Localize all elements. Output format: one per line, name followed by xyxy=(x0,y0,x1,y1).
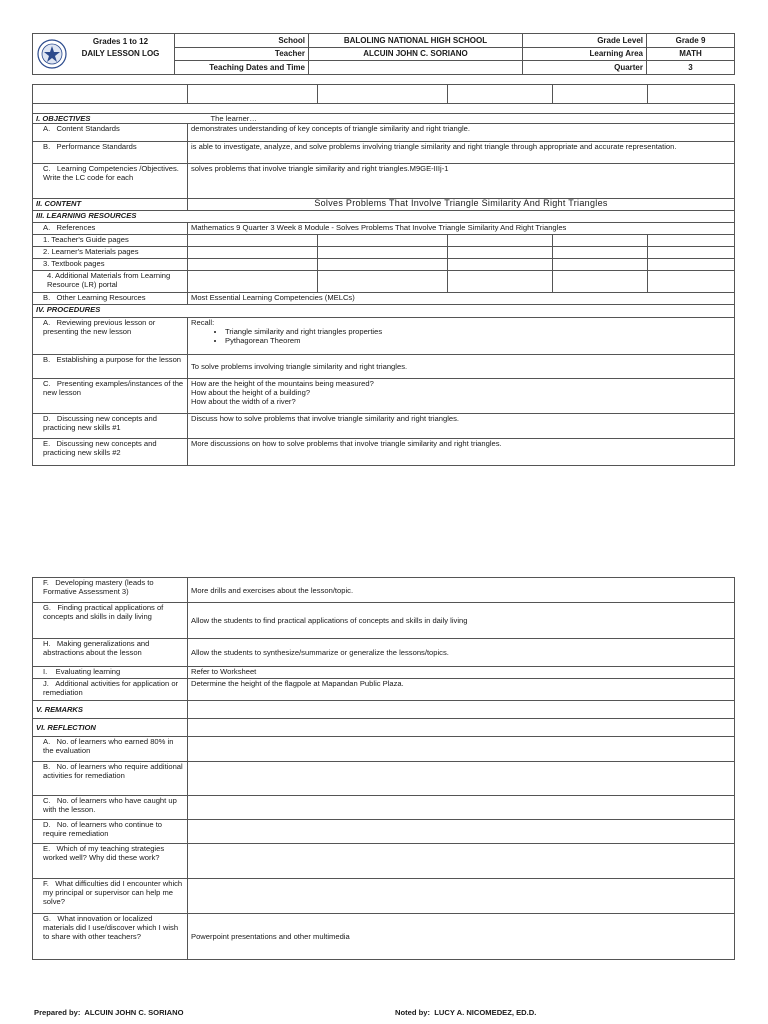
procedure-e-label: E. Discussing new concepts and practicing new skills #2 xyxy=(33,439,188,466)
reflection-e-label: E. Which of my teaching strategies worked well? Why did these work? xyxy=(33,844,188,879)
noted-by-name: LUCY A. NICOMEDEZ, ED.D. xyxy=(434,1008,537,1017)
content-heading: II. CONTENT xyxy=(33,199,188,211)
procedures-heading: IV. PROCEDURES xyxy=(33,305,735,318)
procedure-i-value: Refer to Worksheet xyxy=(188,667,735,679)
grade-level-label: Grade Level xyxy=(523,34,647,48)
prepared-by-name: ALCUIN JOHN C. SORIANO xyxy=(84,1008,184,1017)
textbook-label: 3. Textbook pages xyxy=(33,259,188,271)
objectives-intro: The learner… xyxy=(210,114,257,123)
day-columns-row xyxy=(33,85,735,104)
procedure-j-value: Determine the height of the flagpole at Mapandan Public Plaza. xyxy=(188,679,735,701)
reflection-a-label: A. No. of learners who earned 80% in the evaluation xyxy=(33,737,188,762)
teachers-guide-label: 1. Teacher's Guide pages xyxy=(33,235,188,247)
doc-title-line-2: DAILY LESSON LOG xyxy=(81,49,160,58)
quarter-value: 3 xyxy=(647,61,735,75)
resources-heading: III. LEARNING RESOURCES xyxy=(33,211,735,223)
reflection-b-label: B. No. of learners who require additional activities for remediation xyxy=(33,762,188,796)
procedure-c-line: How are the height of the mountains being measured? xyxy=(191,379,374,388)
dates-label: Teaching Dates and Time xyxy=(175,61,309,75)
content-standards-label: A. Content Standards xyxy=(33,124,188,142)
procedure-d-value: Discuss how to solve problems that involve triangle similarity and right triangles. xyxy=(188,414,735,439)
procedure-b-label: B. Establishing a purpose for the lesson xyxy=(33,355,188,379)
reflection-g-label: G. What innovation or localized materials did I use/discover which I wish to share with other teachers? xyxy=(33,914,188,960)
procedure-g-value: Allow the students to find practical applications of concepts and skills in daily living xyxy=(188,603,735,639)
competencies-value: solves problems that involve triangle similarity and right triangles.M9GE-IIIj-1 xyxy=(188,164,735,199)
other-resources-value: Most Essential Learning Competencies (MELCs) xyxy=(188,293,735,305)
procedure-j-label: J. Additional activities for application or remediation xyxy=(33,679,188,701)
blank-row xyxy=(33,104,735,114)
header-logo-cell xyxy=(33,34,175,75)
competencies-label: C. Learning Competencies /Objectives. Write the LC code for each xyxy=(33,164,188,199)
learning-area-label: Learning Area xyxy=(523,47,647,61)
procedure-a-label: A. Reviewing previous lesson or presenting the new lesson xyxy=(33,318,188,355)
prepared-by-label: Prepared by: xyxy=(34,1008,81,1017)
procedure-b-value: To solve problems involving triangle similarity and right triangles. xyxy=(188,355,735,379)
remarks-heading: V. REMARKS xyxy=(33,701,188,719)
quarter-label: Quarter xyxy=(523,61,647,75)
header-table xyxy=(32,33,735,75)
performance-standards-value: is able to investigate, analyze, and solve problems involving triangle similarity and right triangle through appropriate and accurate representation. xyxy=(188,142,735,164)
prepared-by xyxy=(34,1008,184,1017)
additional-materials-label: 4. Additional Materials from Learning Resource (LR) portal xyxy=(33,271,188,293)
procedure-f-value: More drills and exercises about the lesson/topic. xyxy=(188,578,735,603)
dates-value xyxy=(309,61,523,75)
procedure-a-intro: Recall: xyxy=(191,318,215,327)
learning-area-value: MATH xyxy=(647,47,735,61)
school-value: BALOLING NATIONAL HIGH SCHOOL xyxy=(309,34,523,48)
learners-materials-label: 2. Learner's Materials pages xyxy=(33,247,188,259)
objectives-heading: I. OBJECTIVES xyxy=(36,114,91,123)
procedure-a-value xyxy=(188,318,735,355)
reflection-c-label: C. No. of learners who have caught up with the lesson. xyxy=(33,796,188,820)
procedure-f-label: F. Developing mastery (leads to Formative Assessment 3) xyxy=(33,578,188,603)
procedure-a-bullet: • Triangle similarity and right triangles properties xyxy=(225,327,731,336)
school-label: School xyxy=(175,34,309,48)
references-label: A. References xyxy=(33,223,188,235)
procedure-a-list xyxy=(191,327,731,345)
procedure-g-label: G. Finding practical applications of concepts and skills in daily living xyxy=(33,603,188,639)
content-standards-value: demonstrates understanding of key concepts of triangle similarity and right triangle. xyxy=(188,124,735,142)
procedure-d-label: D. Discussing new concepts and practicing new skills #1 xyxy=(33,414,188,439)
procedure-h-value: Allow the students to synthesize/summarize or generalize the lessons/topics. xyxy=(188,639,735,667)
other-resources-label: B. Other Learning Resources xyxy=(33,293,188,305)
reflection-f-label: F. What difficulties did I encounter which my principal or supervisor can help me solve? xyxy=(33,879,188,914)
grade-level-value: Grade 9 xyxy=(647,34,735,48)
lesson-log-table-1 xyxy=(32,84,735,466)
procedure-c-label: C. Presenting examples/instances of the new lesson xyxy=(33,379,188,414)
procedure-c-line: How about the width of a river? xyxy=(191,397,296,406)
deped-seal-icon xyxy=(37,39,67,69)
procedure-c-value xyxy=(188,379,735,414)
references-value: Mathematics 9 Quarter 3 Week 8 Module - Solves Problems That Involve Triangle Similarity And Right Triangles xyxy=(188,223,735,235)
procedure-i-label: I. Evaluating learning xyxy=(33,667,188,679)
noted-by-label: Noted by: xyxy=(395,1008,431,1017)
reflection-heading: VI. REFLECTION xyxy=(33,719,188,737)
lesson-log-table-2 xyxy=(32,577,735,960)
doc-title-line-1: Grades 1 to 12 xyxy=(92,37,149,46)
procedure-a-bullet: • Pythagorean Theorem xyxy=(225,336,731,345)
procedure-e-value: More discussions on how to solve problems that involve triangle similarity and right triangles. xyxy=(188,439,735,466)
procedure-h-label: H. Making generalizations and abstractions about the lesson xyxy=(33,639,188,667)
noted-by xyxy=(395,1008,536,1017)
teacher-value: ALCUIN JOHN C. SORIANO xyxy=(309,47,523,61)
teacher-label: Teacher xyxy=(175,47,309,61)
reflection-d-label: D. No. of learners who continue to require remediation xyxy=(33,820,188,844)
reflection-g-value: Powerpoint presentations and other multimedia xyxy=(188,914,735,960)
performance-standards-label: B. Performance Standards xyxy=(33,142,188,164)
content-value: Solves Problems That Involve Triangle Similarity And Right Triangles xyxy=(188,199,735,211)
procedure-c-line: How about the height of a building? xyxy=(191,388,311,397)
